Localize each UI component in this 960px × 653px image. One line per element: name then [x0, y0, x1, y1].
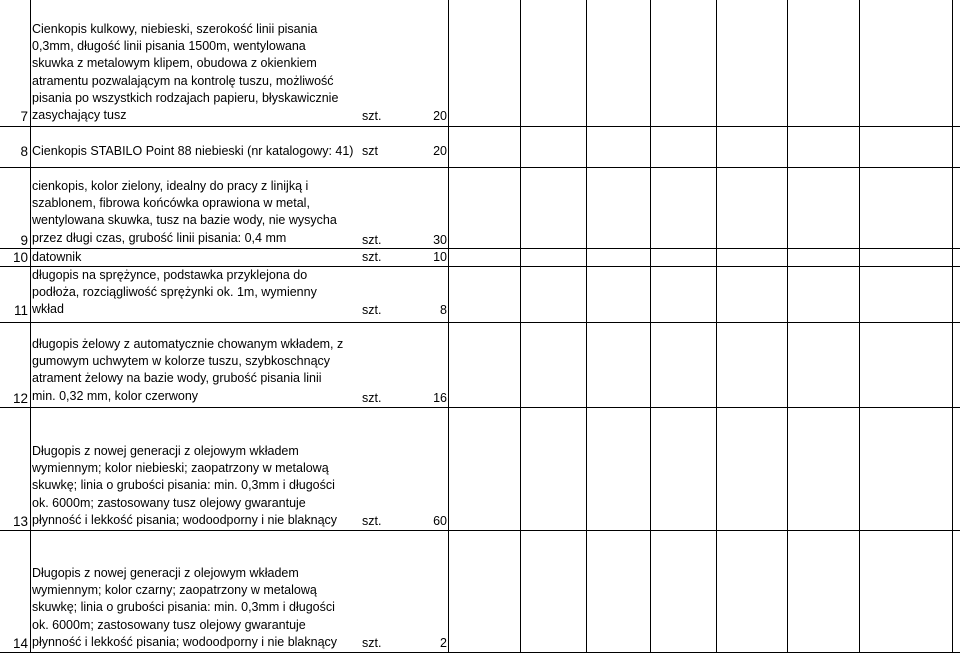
column-divider — [448, 0, 449, 653]
item-number: 7 — [20, 109, 28, 124]
item-description: datownik — [32, 250, 82, 264]
column-divider — [716, 0, 717, 653]
item-description: Cienkopis kulkowy, niebieski, szerokość linii pisania 0,3mm, długość linii pisania 1500m, wentylowana skuwka z metalowym klipem, obudowa z okienkiem atramentu pozwalającym na kontrolę tuszu, możliwość pisania po wszystkich rodzajach papieru, błyskawicznie zasychający tusz — [32, 22, 339, 123]
item-description: długopis żelowy z automatycznie chowanym wkładem, z gumowym uchwytem w kolorze tuszu, szybkoschnący atrament żelowy na bazie wody, grubość pisania linii min. 0,32 mm, kolor czerwony — [32, 337, 344, 403]
item-unit: szt. — [362, 391, 382, 405]
item-unit: szt. — [362, 636, 382, 650]
row-divider — [0, 167, 960, 168]
item-quantity: 16 — [433, 391, 447, 405]
row-divider — [0, 322, 960, 323]
item-number: 14 — [12, 636, 28, 651]
item-number: 12 — [12, 391, 28, 406]
row-divider — [0, 126, 960, 127]
item-quantity: 60 — [433, 514, 447, 528]
item-quantity: 8 — [440, 303, 447, 317]
item-description: Długopis z nowej generacji z olejowym wkładem wymiennym; kolor czarny; zaopatrzony w metalową skuwkę; linia o grubości pisania: min. 0,3mm i długości ok. 6000m; zastosowany tusz olejowy gwarantuje płynność i lekkość pisania; wodoodporny i nie blaknący — [32, 566, 338, 649]
item-quantity: 20 — [433, 144, 447, 158]
item-quantity: 30 — [433, 233, 447, 247]
item-number: 11 — [13, 303, 28, 318]
row-divider — [0, 530, 960, 531]
column-divider — [30, 0, 31, 653]
item-unit: szt — [362, 144, 378, 158]
item-description: Długopis z nowej generacji z olejowym wkładem wymiennym; kolor niebieski; zaopatrzony w metalową skuwkę; linia o grubości pisania: min. 0,3mm i długości ok. 6000m; zastosowany tusz olejowy gwarantuje płynność i lekkość pisania; wodoodporny i nie blaknący — [32, 444, 338, 527]
item-unit: szt. — [362, 514, 382, 528]
item-unit: szt. — [362, 109, 382, 123]
item-description: długopis na sprężynce, podstawka przyklejona do podłoża, rozciągliwość sprężynki ok. 1m, wymienny wkład — [32, 268, 317, 317]
item-number: 13 — [12, 514, 28, 529]
item-quantity: 10 — [433, 250, 447, 264]
item-unit: szt. — [362, 303, 382, 317]
column-divider — [586, 0, 587, 653]
item-number: 10 — [12, 250, 28, 265]
item-description: cienkopis, kolor zielony, idealny do pracy z linijką i szablonem, fibrowa końcówka oprawiona w metal, wentylowana skuwka, tusz na bazie wody, nie wysycha przez długi czas, grubość linii pisania: 0,4 mm — [32, 179, 337, 245]
item-quantity: 2 — [440, 636, 447, 650]
item-unit: szt. — [362, 250, 382, 264]
item-description: Cienkopis STABILO Point 88 niebieski (nr katalogowy: 41) — [32, 144, 354, 158]
row-divider — [0, 407, 960, 408]
column-divider — [650, 0, 651, 653]
column-divider — [520, 0, 521, 653]
item-number: 8 — [20, 144, 28, 159]
column-divider — [952, 0, 953, 653]
column-divider — [787, 0, 788, 653]
item-quantity: 20 — [433, 109, 447, 123]
item-number: 9 — [20, 233, 28, 248]
item-unit: szt. — [362, 233, 382, 247]
column-divider — [859, 0, 860, 653]
